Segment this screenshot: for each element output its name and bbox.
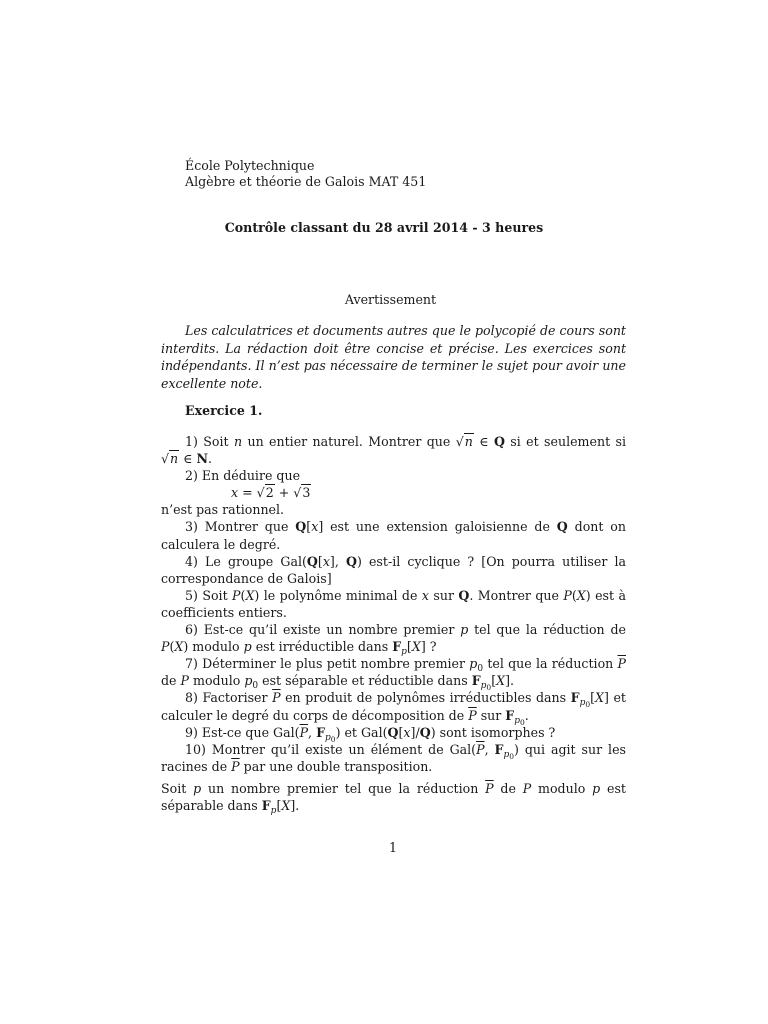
question-9: 9) Est-ce que $Gal(\overline{P}$, $F_{p_0}$) et Gal(Q[x]/Q) sont isomorphes ? — [185, 724, 556, 744]
course-name: Algèbre et théorie de Galois MAT 451 — [185, 174, 427, 189]
final-paragraph: Soit p un nombre premier tel que la réduction $\overline{P}$ de P modulo p est séparable dans $F_p[X]$. — [161, 781, 626, 816]
question-5: 5) Soit P(X) le polynôme minimal de x sur Q. Montrer que P(X) est à coefficients entiers. — [161, 587, 626, 620]
exercise-1 — [161, 433, 626, 775]
question-6: 6) Est-ce qu’il existe un nombre premier p tel que la réduction de P(X) modulo p est irréductible dans $F_p[X]$ ? — [161, 622, 626, 658]
question-2: 2) En déduire que — [185, 468, 301, 484]
header — [185, 158, 426, 190]
question-3: 3) Montrer que Q[x] est une extension galoisienne de Q dont on calculera le degré. — [161, 519, 626, 552]
exercise-title: Exercice 1. — [185, 403, 263, 418]
school-name: École Polytechnique — [185, 158, 315, 173]
formula-x: x = √2 + √3 — [231, 485, 311, 501]
question-2-end: n’est pas rationnel. — [161, 502, 285, 518]
page-number: 1 — [388, 840, 397, 855]
question-7: 7) Déterminer le plus petit nombre premier $p_0$ tel que la réduction $\overline{P}$ de P modulo $p_0$ est séparable et réductible dans $F_{p_0}[X]$. — [161, 656, 626, 693]
question-1: 1) Soit n un entier naturel. Montrer que √n ∈ Q si et seulement si √n ∈ N. — [161, 434, 626, 467]
exam-title: Contrôle classant du 28 avril 2014 - 3 heures — [224, 220, 544, 235]
warning-text: Les calculatrices et documents autres que le polycopié de cours sont interdits. La rédaction doit être concise et précise. Les exercices sont indépendants. Il n’est pas nécessaire de terminer le sujet pour avoir une excellente note. — [161, 323, 626, 391]
warning-title: Avertissement — [344, 292, 437, 307]
question-10: 10) Montrer qu’il existe un élément de $Gal(\overline{P}$, $F_{p_0}$) qui agit sur les racines de $\overline{P}$ par une double transposition. — [161, 741, 626, 774]
question-8: 8) Factoriser $\overline{P}$ en produit de polynômes irréductibles dans $F_{p_0}[X]$ et calculer le degré du corps de décomposition de $\overline{P}$ sur $F_{p_0}$. — [161, 690, 626, 727]
question-4: 4) Le groupe Gal(Q[x], Q) est-il cyclique ? [On pourra utiliser la correspondance de Galois] — [161, 553, 627, 586]
